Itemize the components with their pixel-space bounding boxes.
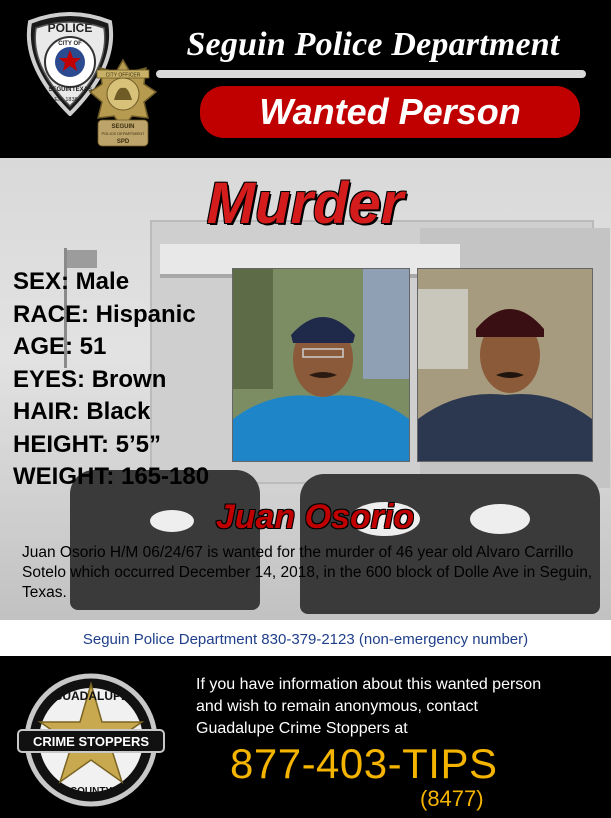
- eyes-field: EYES: Brown: [13, 365, 167, 393]
- sheriff-badge-ribbon: CITY OFFICER: [105, 72, 141, 79]
- police-badge-state: TEXAS: [71, 87, 93, 93]
- logo-top-text: GUADALUPE: [52, 689, 130, 703]
- police-badge-city: SEGUIN: [48, 87, 72, 93]
- weight-field: WEIGHT: 165-180: [13, 463, 210, 490]
- contact-line: Seguin Police Department 830-379-2123 (non-emergency number): [82, 631, 529, 648]
- age-field: AGE: 51: [13, 333, 107, 360]
- sheriff-badge-icon: [88, 58, 158, 154]
- sheriff-badge-abbr: SPD: [116, 139, 130, 145]
- hair-field: HAIR: Black: [13, 398, 151, 425]
- sheriff-badge-dept: POLICE DEPARTMENT: [101, 131, 145, 136]
- tips-phone-number: 877-403-TIPS: [230, 740, 498, 787]
- suspect-photo-2: [417, 268, 593, 462]
- crime-stoppers-logo: [14, 670, 168, 810]
- header-divider: [156, 70, 586, 78]
- logo-bottom-text: COUNTY: [69, 786, 113, 797]
- police-badge-established: Est. 1838: [54, 97, 78, 103]
- police-car-light: [470, 504, 530, 534]
- poster-body: [0, 158, 611, 656]
- police-badge-top: POLICE: [47, 21, 93, 35]
- tips-digits: (8477): [420, 786, 484, 811]
- height-field: HEIGHT: 5’5”: [13, 430, 162, 458]
- footer: [0, 656, 611, 818]
- header: [0, 0, 611, 158]
- police-badge-city-text: CITY OF: [58, 41, 82, 47]
- tip-info: If you have information about this wanted person and wish to remain anonymous, contact Guadalupe Crime Stoppers at: [196, 676, 542, 737]
- race-field: RACE: Hispanic: [13, 300, 196, 328]
- crime-stoppers-banner: CRIME STOPPERS: [32, 734, 150, 749]
- sex-field: SEX: Male: [13, 268, 130, 295]
- sheriff-badge-city: SEGUIN: [111, 124, 135, 130]
- suspect-photo-1: [232, 268, 410, 462]
- charge-title: Murder: [206, 171, 404, 236]
- suspect-name: Juan Osorio: [215, 498, 415, 536]
- department-title: Seguin Police Department: [186, 26, 560, 63]
- case-narrative: Juan Osorio H/M 06/24/67 is wanted for the murder of 46 year old Alvaro Carrillo Sotelo which occurred December 14, 2018, in the 600 block of Dolle Ave in Seguin, Texas.: [22, 544, 593, 601]
- wanted-title: Wanted Person: [259, 91, 521, 132]
